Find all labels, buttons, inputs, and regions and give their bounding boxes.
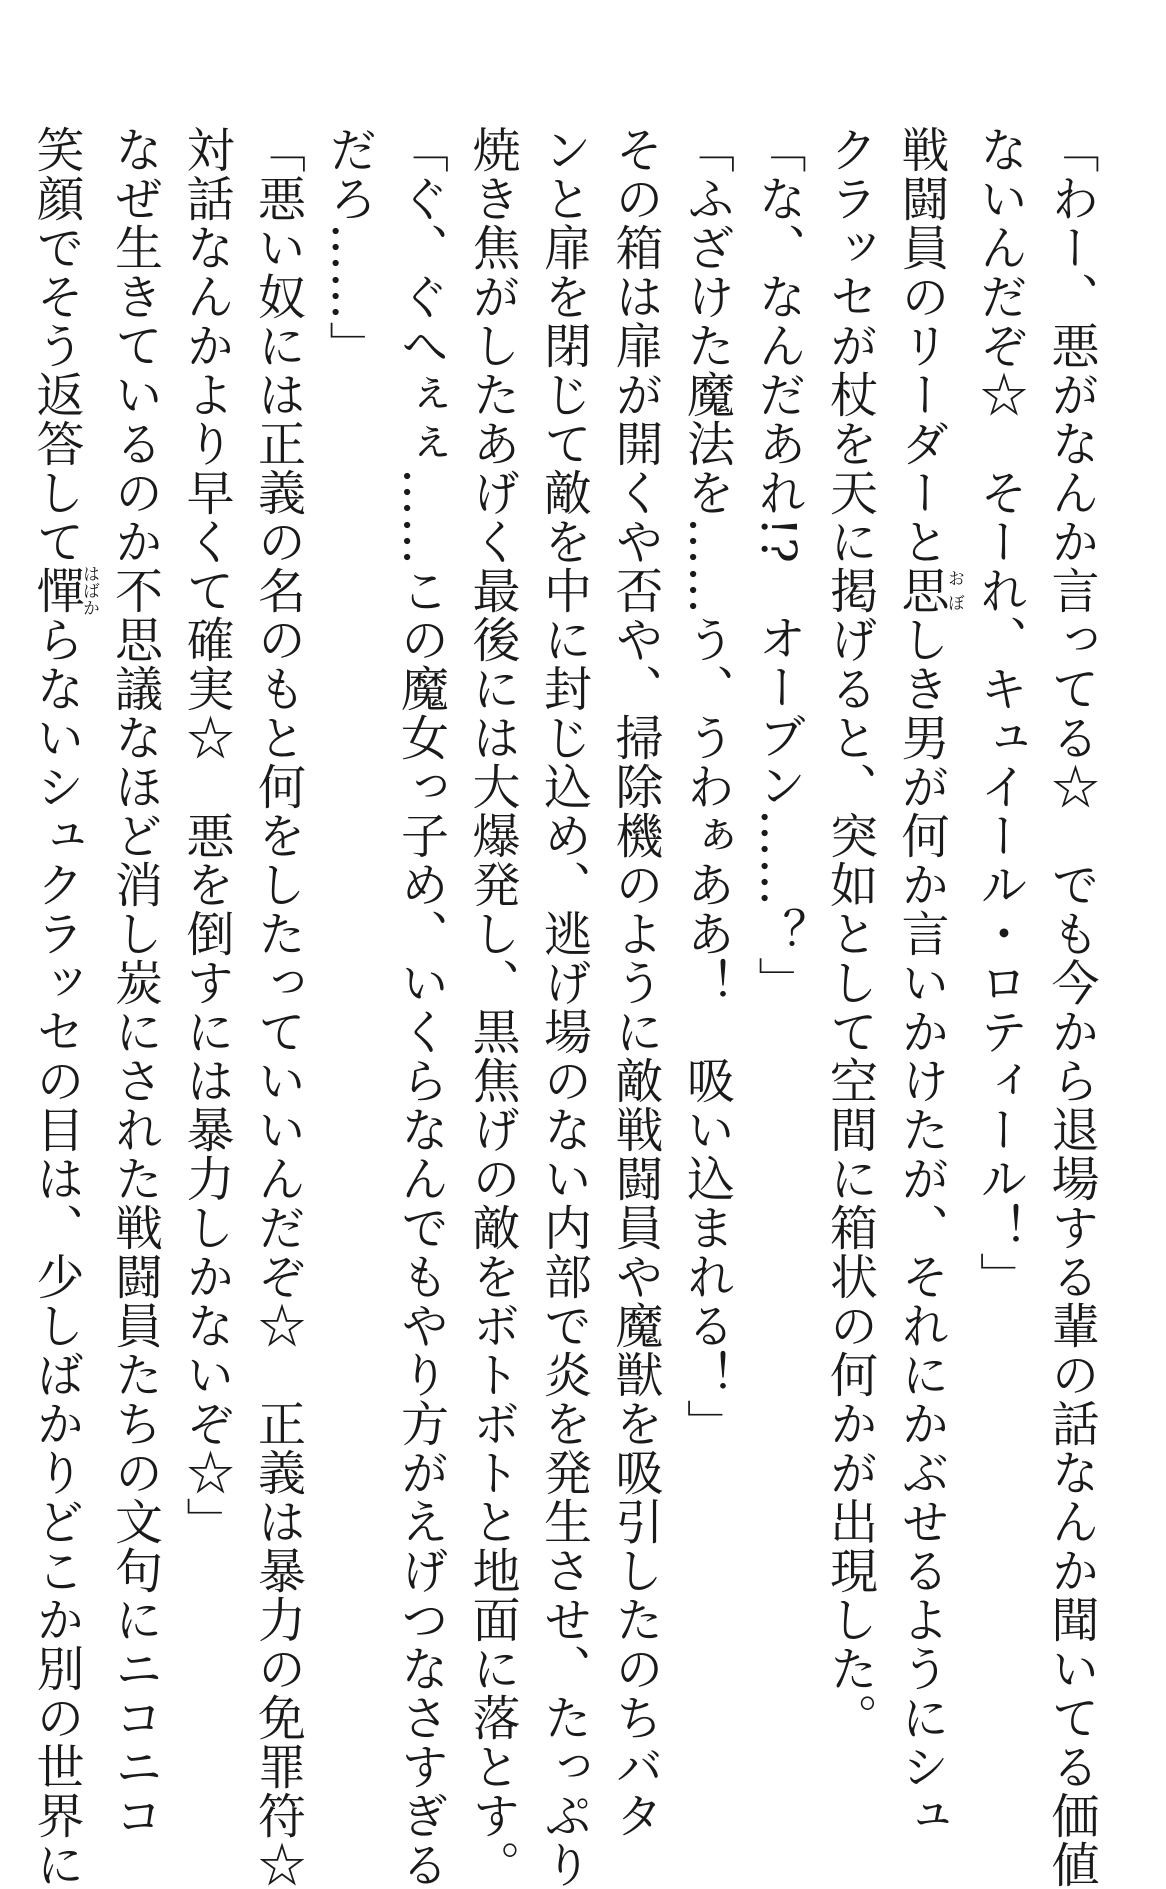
ruby-reading-habaka: はばか — [79, 565, 99, 616]
text-line-9: 焼き焦がしたあげく最後には大爆発し、黒焦げの敵をボトボトと地面に落とす。 — [464, 125, 520, 1889]
text-line-15-prefix: 笑顔でそう返答して — [28, 125, 84, 566]
text-line-4: クラッセが杖を天に掲げると、突如として空間に箱状の何かが出現した。 — [821, 125, 878, 1742]
vertical-text-body — [28, 125, 1106, 1889]
text-line-3 — [885, 125, 964, 1840]
ruby-base-omo: 思 — [893, 566, 949, 615]
text-line-15-suffix: らないシュクラッセの目は、少しばかりどこか別の世界に — [28, 615, 84, 1889]
text-line-8: ンと扉を閉じて敵を中に封じ込め、逃げ場のない内部で炎を発生させ、たっぷり — [535, 125, 592, 1889]
text-line-11: だろ……」 — [321, 125, 377, 370]
text-line-7: その箱は扉が開くや否や、掃除機のように敵戦闘員や魔獣を吸引したのちバタ — [607, 125, 663, 1840]
text-line-3-prefix: 戦闘員のリーダーと — [893, 125, 949, 566]
text-line-5: 「な、なんだあれ!? オーブン……？」 — [750, 125, 806, 1006]
text-line-1: 「わー、悪がなんか言ってる☆ でも今から退場する輩の話なんか聞いてる価値 — [1043, 125, 1099, 1889]
furigana-habakara — [28, 565, 99, 616]
text-line-10: 「ぐ、ぐへぇぇ……この魔女っ子め、いくらなんでもやり方がえげつなさすぎる — [392, 125, 449, 1889]
text-line-3-suffix: しき男が何か言いかけたが、それにかぶせるようにシュ — [893, 615, 949, 1840]
text-line-12: 「悪い奴には正義の名のもと何をしたっていいんだぞ☆ 正義は暴力の免罪符☆ — [249, 125, 306, 1889]
ruby-base-haba: 憚 — [28, 565, 84, 616]
text-line-13: 対話なんかより早くて確実☆ 悪を倒すには暴力しかないぞ☆」 — [178, 125, 234, 1546]
text-line-2: ないんだぞ☆ そーれ、キュイール・ロティール！」 — [971, 125, 1028, 1301]
furigana-oboshiki — [893, 566, 964, 615]
text-line-15 — [20, 125, 99, 1889]
text-line-14: なぜ生きているのか不思議なほど消し炭にされた戦闘員たちの文句にニコニコ — [106, 125, 163, 1840]
ruby-reading-obo: おぼ — [944, 566, 964, 615]
text-line-6: 「ふざけた魔法を……う、うわぁああ！ 吸い込まれる！」 — [678, 125, 735, 1448]
